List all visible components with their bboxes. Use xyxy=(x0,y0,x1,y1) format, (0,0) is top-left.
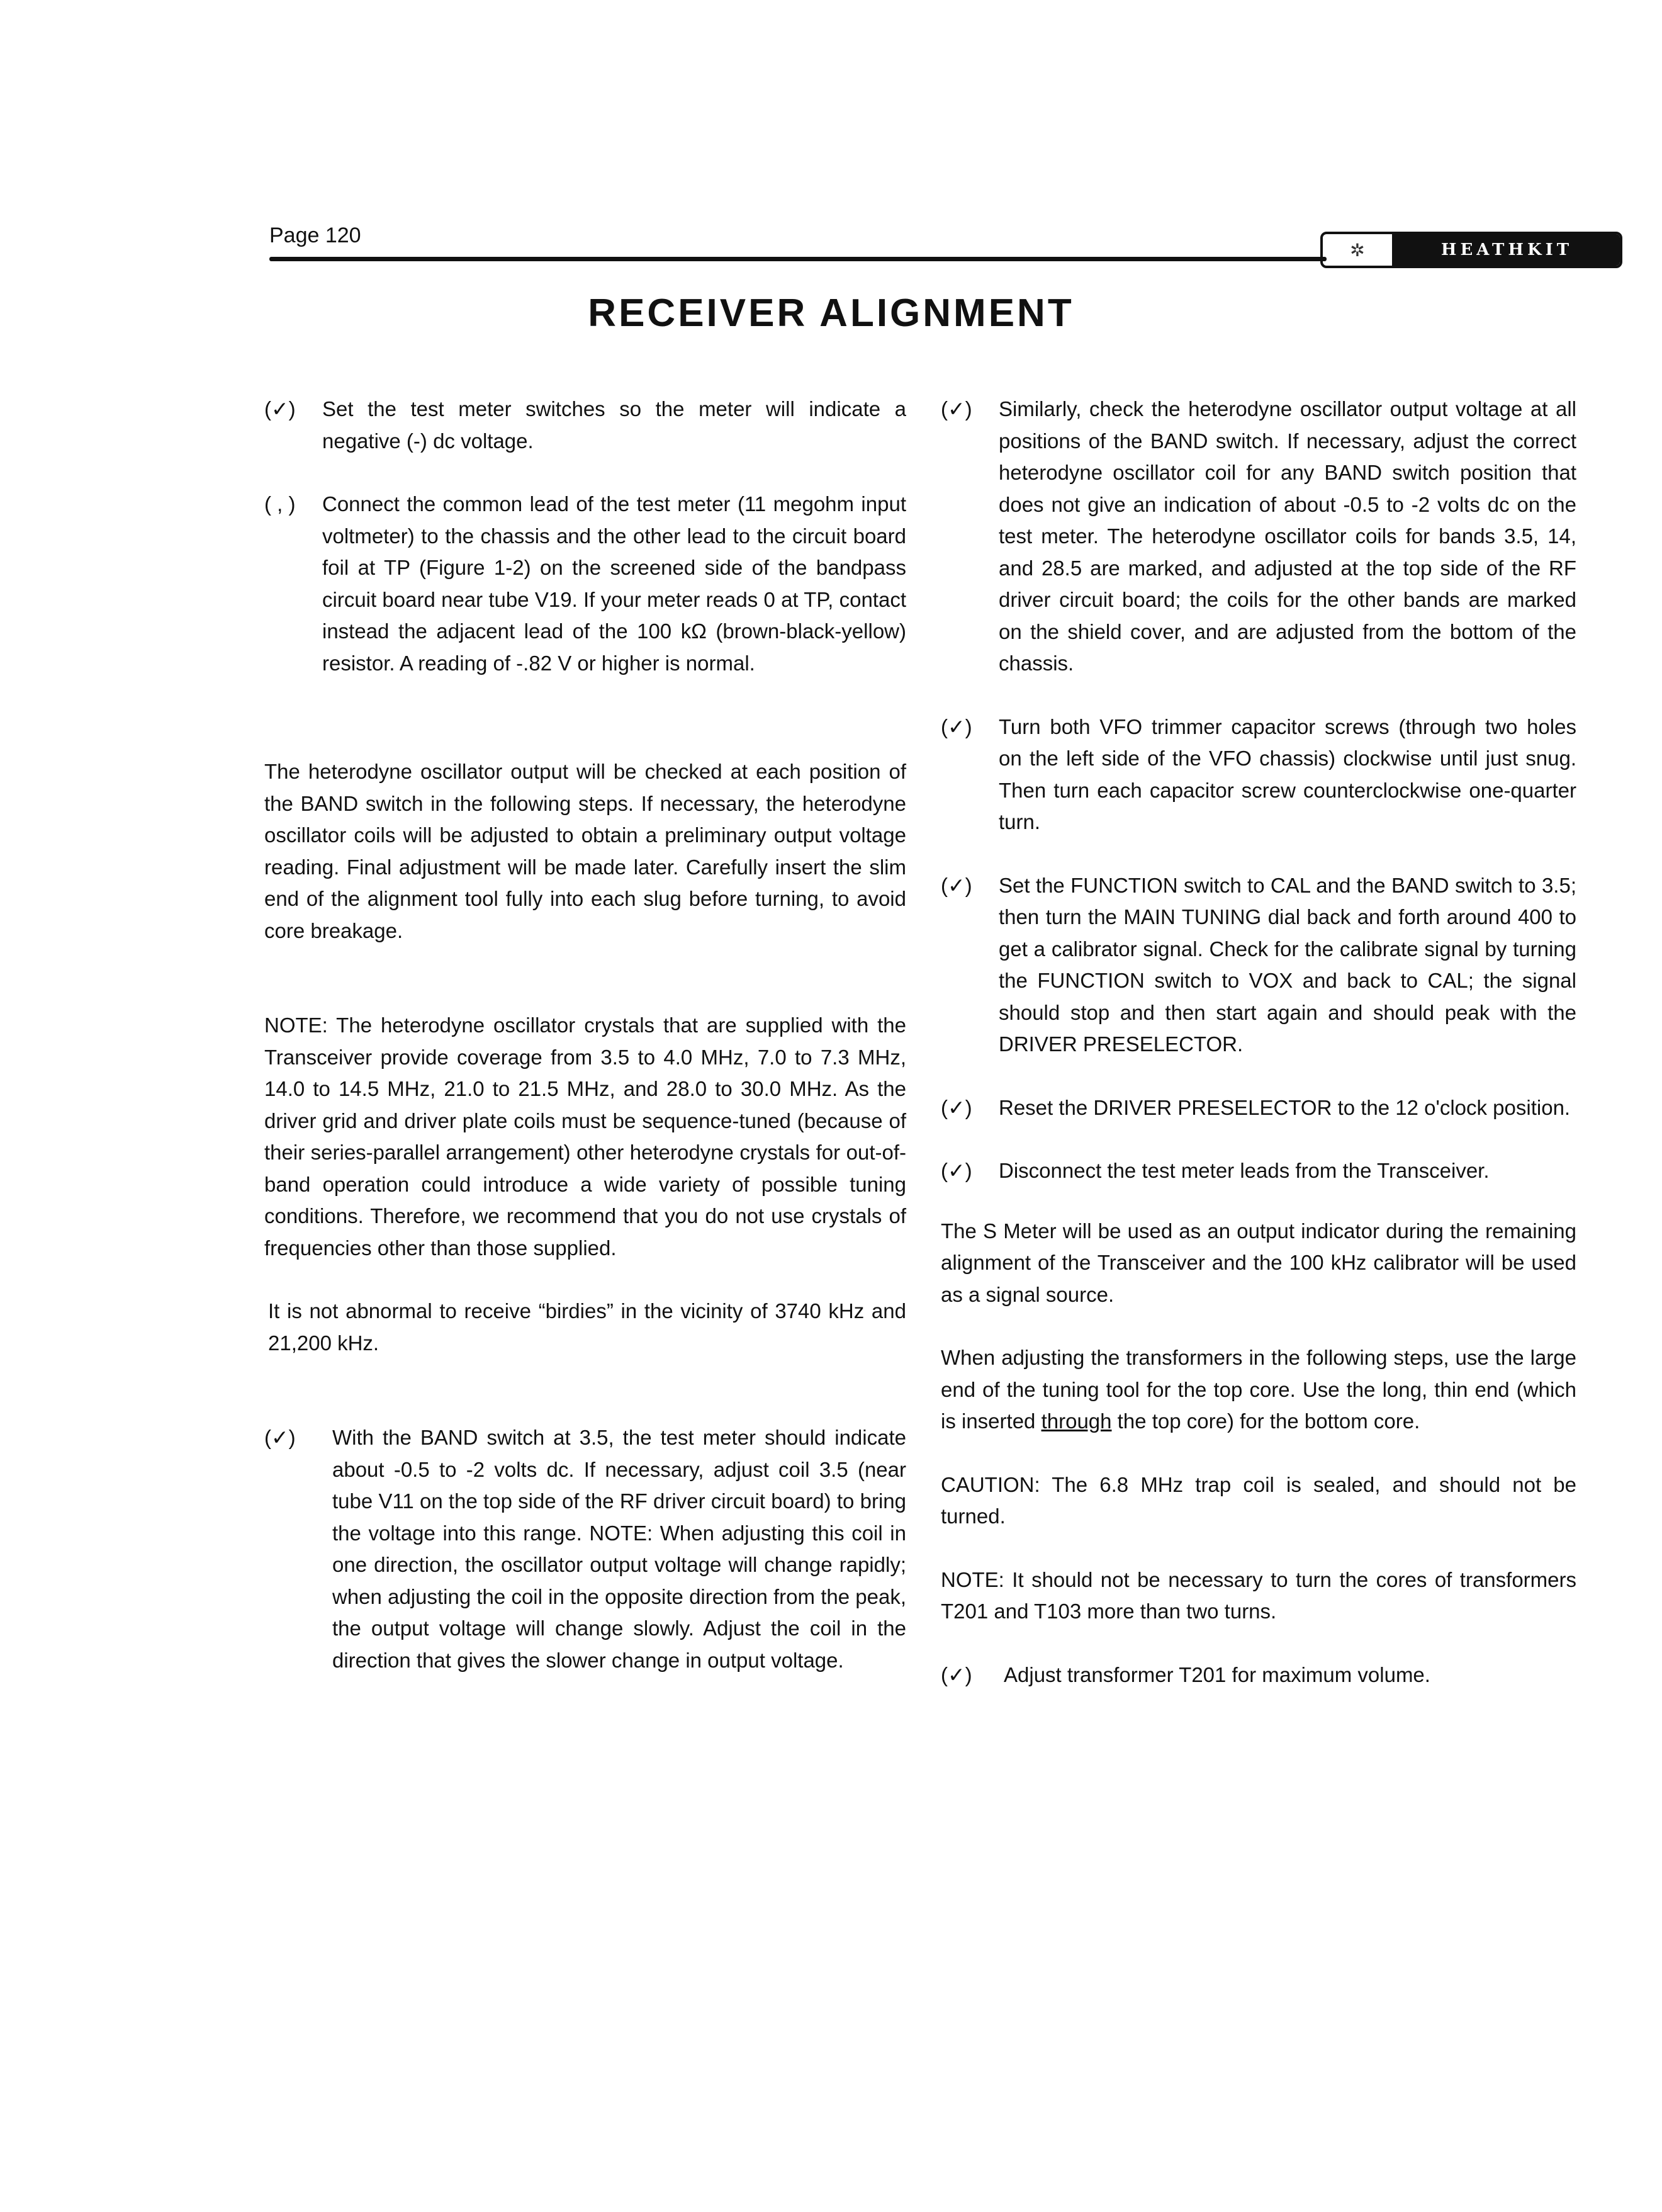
checkbox-checkmark-icon[interactable]: ( , ) xyxy=(264,492,296,516)
atom-emblem-icon: ✲ xyxy=(1323,234,1394,266)
text-after: the top core) for the bottom core. xyxy=(1111,1409,1420,1433)
step-text: Connect the common lead of the test meter (11 megohm input voltmeter) to the chassis and the other lead to the circuit board foil at TP (Figure 1-2) on the screened side of the bandpass circuit board near tube V19. If your meter reads 0 at TP, contact instead the adjacent lead of the 100 kΩ (brown-black-yellow) resistor. A reading of -.82 V or higher is normal. xyxy=(322,492,906,675)
paragraph-birdies: It is not abnormal to receive “birdies” in the vicinity of 3740 kHz and 21,200 kHz. xyxy=(268,1299,906,1355)
text-before: When adjusting the transformers in the following steps, use the large end of the tuning tool for the top core. Use the long, thin end (which is inserted xyxy=(941,1346,1576,1433)
step-vfo-trimmer-screws xyxy=(941,711,1576,838)
heathkit-logo xyxy=(1320,232,1622,268)
step-band-switch-3-5 xyxy=(264,1422,906,1676)
caution-trap-coil: CAUTION: The 6.8 MHz trap coil is sealed, and should not be turned. xyxy=(941,1472,1576,1528)
step-text: Similarly, check the heterodyne oscillator output voltage at all positions of the BAND switch. If necessary, adjust the correct heterodyne oscillator coil for any BAND switch position that does not give an indication of about -0.5 to -2 volts dc on the test meter. The heterodyne oscillator coils for bands 3.5, 14, and 28.5 are marked, and adjusted at the top side of the RF driver circuit board; the coils for the other bands are marked on the shield cover, and are adjusted from the bottom of the chassis. xyxy=(999,397,1576,675)
step-text: Disconnect the test meter leads from the Transceiver. xyxy=(999,1159,1490,1182)
step-reset-driver-preselector xyxy=(941,1092,1576,1124)
step-connect-common-lead xyxy=(264,488,906,679)
step-text: Set the FUNCTION switch to CAL and the BAND switch to 3.5; then turn the MAIN TUNING dial back and forth around 400 to get a calibrator signal. Check for the calibrate signal by turning the FUNCTION switch to VOX and back to CAL; the signal should stop and then start again and should peak with the DRIVER PRESELECTOR. xyxy=(999,873,1576,1056)
checkbox-checkmark-icon[interactable]: (✓) xyxy=(941,397,972,420)
logo-brand-text: HEATHKIT xyxy=(1394,234,1620,266)
checkbox-checkmark-icon[interactable]: (✓) xyxy=(941,1095,972,1119)
checkbox-checkmark-icon[interactable]: (✓) xyxy=(941,1159,972,1182)
header-rule xyxy=(269,257,1327,261)
step-disconnect-meter-leads xyxy=(941,1155,1576,1187)
checkbox-checkmark-icon[interactable]: (✓) xyxy=(941,1662,972,1686)
step-text: Turn both VFO trimmer capacitor screws (through two holes on the left side of the VFO chassis) clockwise until just snug. Then turn each capacitor screw counterclockwise one-quarter turn. xyxy=(999,714,1576,833)
underlined-emphasis: through xyxy=(1041,1409,1112,1433)
checkbox-checkmark-icon[interactable]: (✓) xyxy=(941,873,972,897)
right-column xyxy=(941,393,1576,1691)
checkbox-checkmark-icon[interactable]: (✓) xyxy=(264,1426,296,1449)
step-set-meter-switches xyxy=(264,393,906,457)
page-title: RECEIVER ALIGNMENT xyxy=(588,291,1074,335)
paragraph-adjusting-transformers xyxy=(941,1342,1576,1438)
step-text: Set the test meter switches so the meter will indicate a negative (-) dc voltage. xyxy=(322,397,906,453)
step-adjust-t201 xyxy=(941,1659,1576,1691)
step-check-all-band-positions xyxy=(941,393,1576,680)
paragraph-s-meter: The S Meter will be used as an output indicator during the remaining alignment of the Transceiver and the 100 kHz calibrator will be used as a signal source. xyxy=(941,1219,1576,1306)
step-text: Adjust transformer T201 for maximum volume. xyxy=(1004,1662,1430,1686)
checkbox-checkmark-icon[interactable]: (✓) xyxy=(264,397,296,420)
step-text: With the BAND switch at 3.5, the test meter should indicate about -0.5 to -2 volts dc. If necessary, adjust coil 3.5 (near tube V11 on the top side of the RF driver circuit board) to bring the voltage into this range. NOTE: When adjusting this coil in one direction, the oscillator output voltage will change rapidly; when adjusting the coil in the opposite direction from the peak, the output voltage will change slowly. Adjust the coil in the direction that gives the slower change in output voltage. xyxy=(332,1426,906,1672)
step-text: Reset the DRIVER PRESELECTOR to the 12 o'clock position. xyxy=(999,1095,1571,1119)
checkbox-checkmark-icon[interactable]: (✓) xyxy=(941,714,972,738)
step-function-switch-cal xyxy=(941,870,1576,1061)
note-heterodyne-crystals: NOTE: The heterodyne oscillator crystals that are supplied with the Transceiver provide coverage from 3.5 to 4.0 MHz, 7.0 to 7.3 MHz, 14.0 to 14.5 MHz, 21.0 to 21.5 MHz, and 28.0 to 30.0 MHz. As the driver grid and driver plate coils must be sequence-tuned (because of their series-parallel arrangement) other heterodyne crystals for out-of-band operation could introduce a wide variety of possible tuning conditions. Therefore, we recommend that you do not use crystals of frequencies other than those supplied. xyxy=(264,1013,906,1260)
paragraph-heterodyne-output: The heterodyne oscillator output will be checked at each position of the BAND switch in the following steps. If necessary, the heterodyne oscillator coils will be adjusted to obtain a preliminary output voltage reading. Final adjustment will be made later. Carefully insert the slim end of the alignment tool fully into each slug before turning, to avoid core breakage. xyxy=(264,760,906,942)
note-transformer-turns: NOTE: It should not be necessary to turn the cores of transformers T201 and T103 more than two turns. xyxy=(941,1567,1576,1623)
page-number: Page 120 xyxy=(269,223,361,247)
left-column xyxy=(264,393,906,1676)
